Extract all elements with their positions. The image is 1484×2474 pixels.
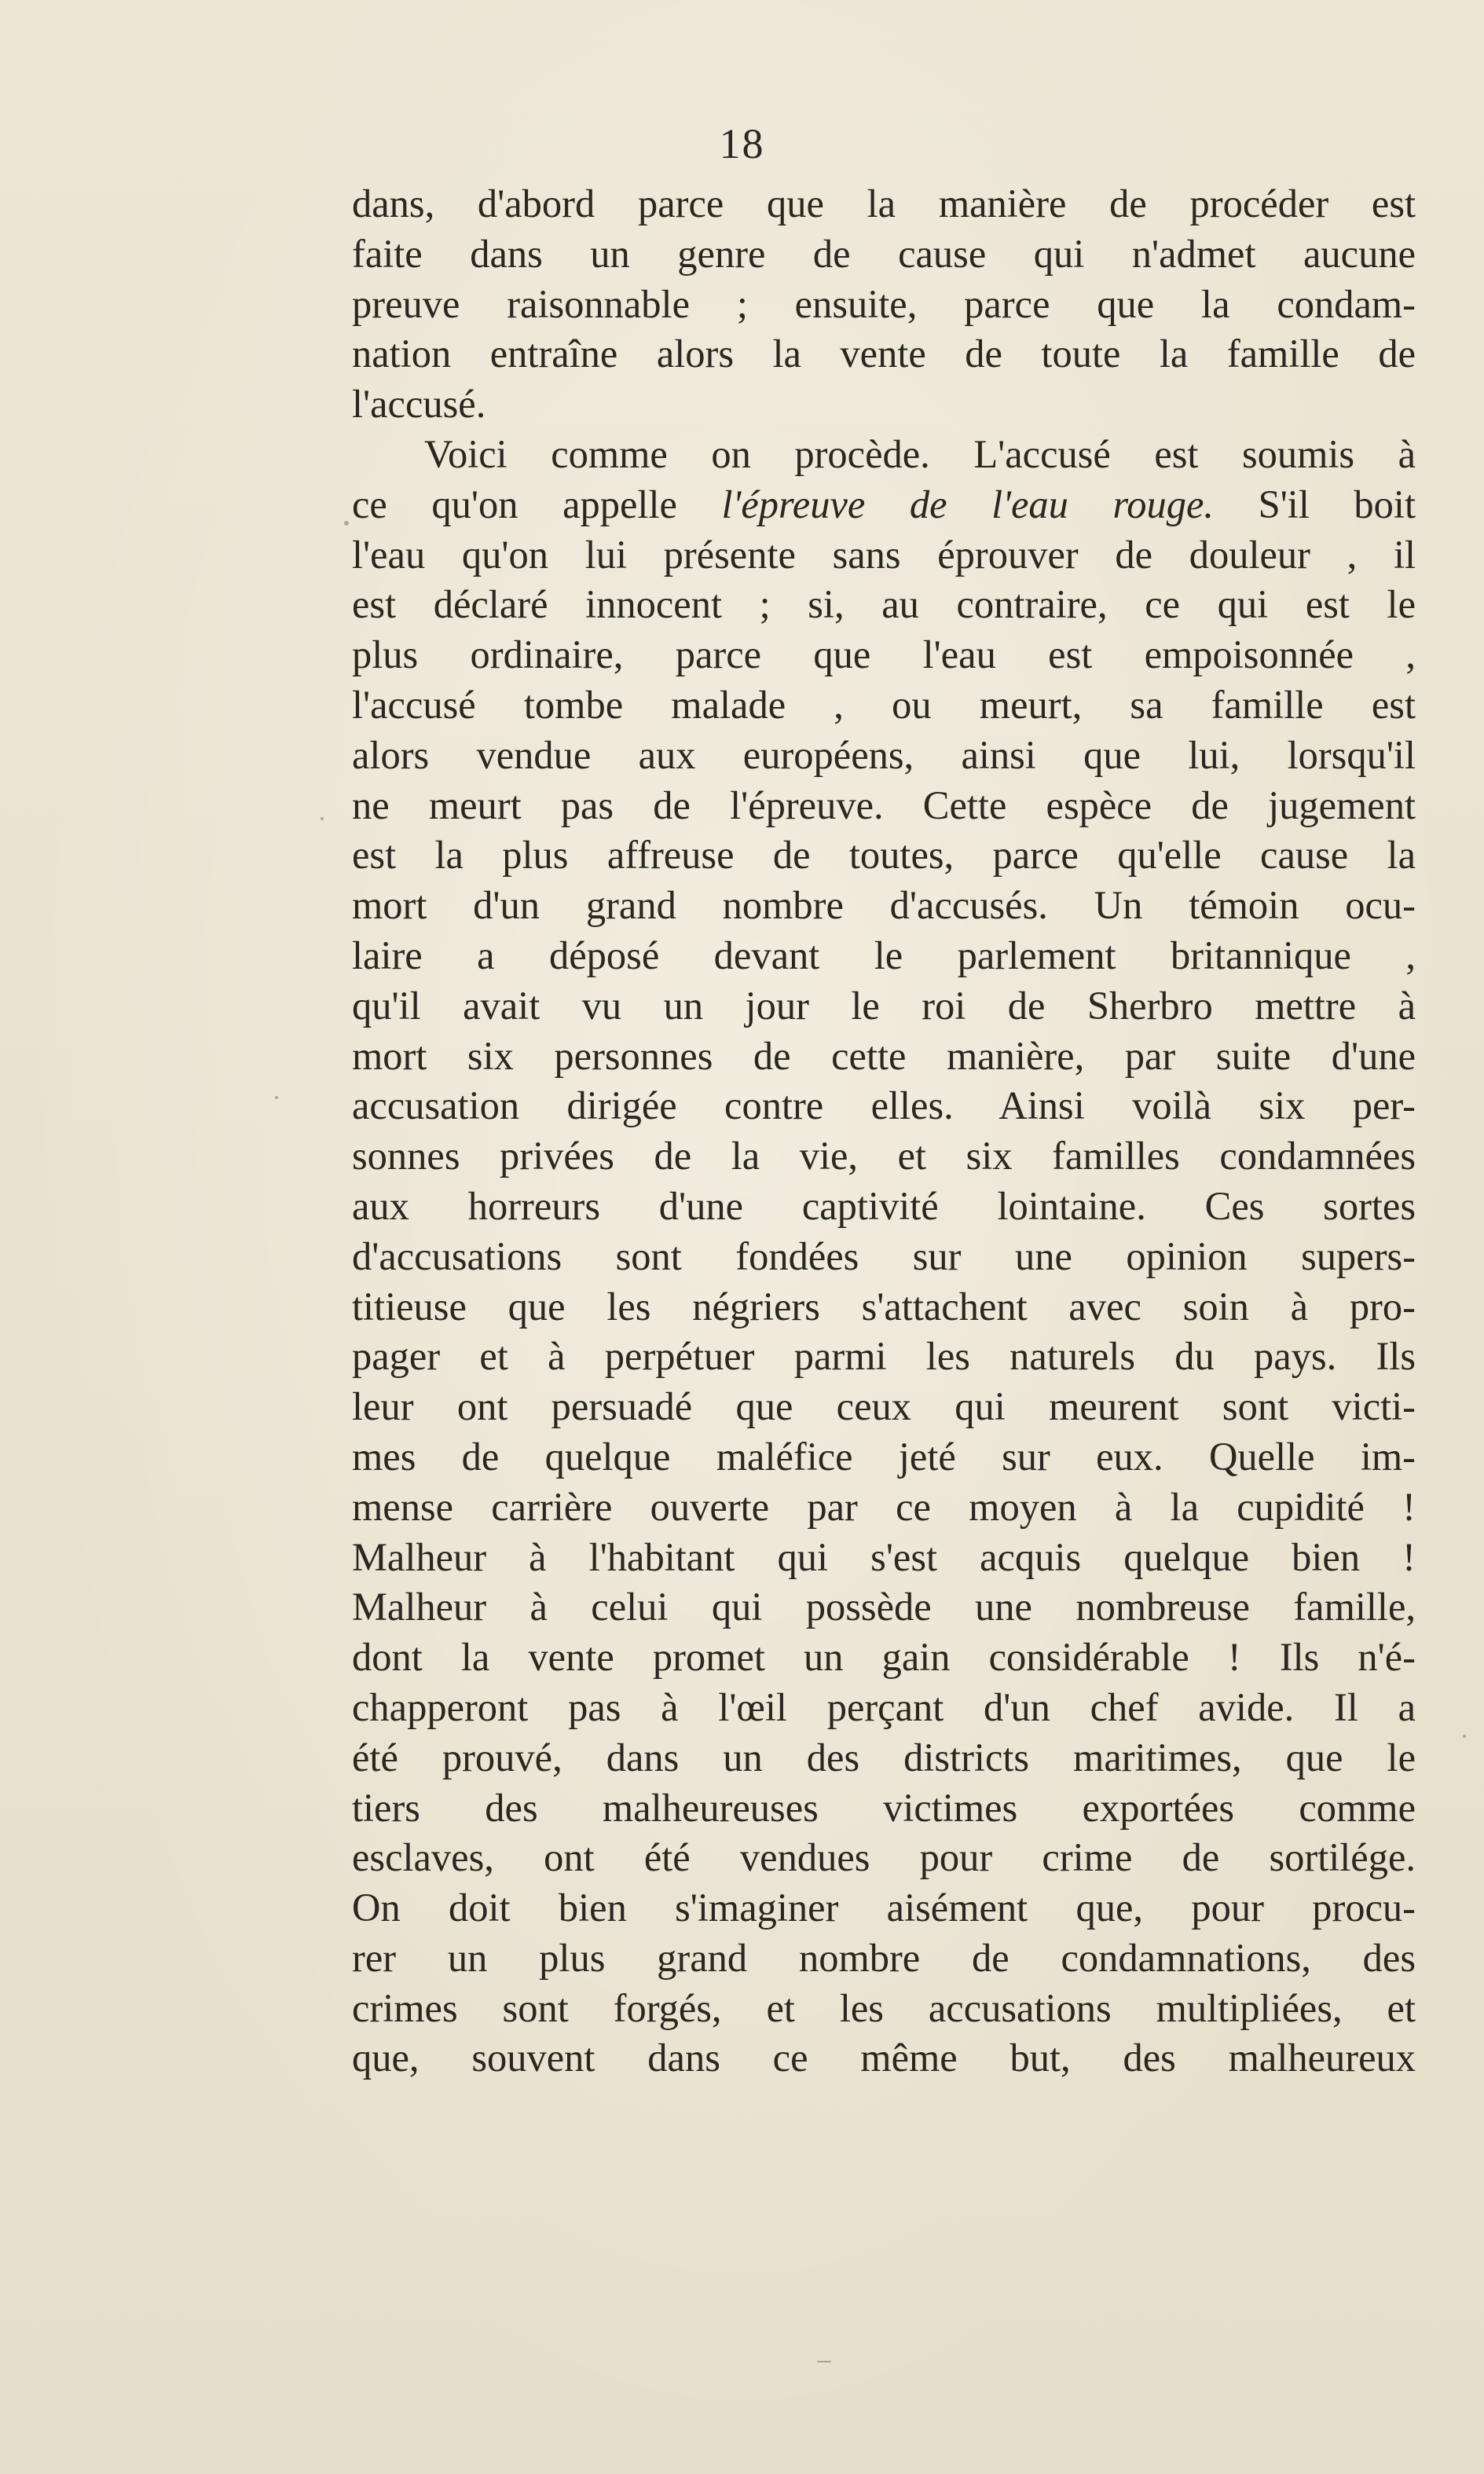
paper-speck bbox=[817, 2361, 831, 2362]
text-line: mense carrière ouverte par ce moyen à la cupidité ! bbox=[352, 1484, 1416, 1529]
text-line: que, souvent dans ce même but, des malheureux bbox=[352, 2036, 1416, 2080]
text-line: d'accusations sont fondées sur une opinion supers- bbox=[352, 1233, 1416, 1278]
italic-phrase: l'épreuve de l'eau rouge. bbox=[721, 482, 1215, 526]
text-line: pager et à perpétuer parmi les naturels du pays. Ils bbox=[352, 1334, 1416, 1379]
text-line: leur ont persuadé que ceux qui meurent sont victi- bbox=[352, 1384, 1416, 1429]
text-line: mort d'un grand nombre d'accusés. Un témoin ocu- bbox=[352, 883, 1416, 928]
text-line: chapperont pas à l'œil perçant d'un chef avide. Il a bbox=[352, 1684, 1416, 1729]
text-line: dont la vente promet un gain considérable ! Ils n'é- bbox=[352, 1635, 1416, 1680]
text-line: l'accusé. bbox=[352, 382, 486, 427]
paper-speck bbox=[321, 817, 324, 820]
text-line: rer un plus grand nombre de condamnations, des bbox=[352, 1935, 1416, 1980]
text-line: mort six personnes de cette manière, par suite d'une bbox=[352, 1033, 1416, 1078]
body-text bbox=[352, 179, 1416, 2135]
text-line: sonnes privées de la vie, et six familles condamnées bbox=[352, 1134, 1416, 1178]
text-line: plus ordinaire, parce que l'eau est empoisonnée , bbox=[352, 632, 1416, 677]
text-line: titieuse que les négriers s'attachent avec soin à pro- bbox=[352, 1284, 1416, 1329]
paper-speck bbox=[1463, 1735, 1466, 1738]
text-line: dans, d'abord parce que la manière de procéder est bbox=[352, 181, 1416, 225]
text-line: est la plus affreuse de toutes, parce qu'elle cause la bbox=[352, 833, 1416, 878]
text-line: accusation dirigée contre elles. Ainsi voilà six per- bbox=[352, 1083, 1416, 1128]
text-line: esclaves, ont été vendues pour crime de sortilége. bbox=[352, 1835, 1416, 1880]
text-line: qu'il avait vu un jour le roi de Sherbro mettre à bbox=[352, 983, 1416, 1028]
text-line: laire a déposé devant le parlement britannique , bbox=[352, 933, 1416, 977]
text-line: Malheur à celui qui possède une nombreuse famille, bbox=[352, 1585, 1416, 1629]
text-line: ne meurt pas de l'épreuve. Cette espèce de jugement bbox=[352, 783, 1416, 827]
text-line: ce qu'on appelle l'épreuve de l'eau rouge. S'il boit bbox=[352, 482, 1416, 526]
text-line: faite dans un genre de cause qui n'admet aucune bbox=[352, 231, 1416, 276]
text-line: On doit bien s'imaginer aisément que, pour procu- bbox=[352, 1886, 1416, 1930]
text-line: été prouvé, dans un des districts maritimes, que le bbox=[352, 1735, 1416, 1779]
paper-speck bbox=[275, 1096, 278, 1099]
paper-speck bbox=[344, 521, 349, 526]
text-line: est déclaré innocent ; si, au contraire, ce qui est le bbox=[352, 582, 1416, 627]
text-line: Malheur à l'habitant qui s'est acquis quelque bien ! bbox=[352, 1534, 1416, 1579]
text-line: tiers des malheureuses victimes exportées comme bbox=[352, 1785, 1416, 1830]
text-line: l'accusé tombe malade , ou meurt, sa famille est bbox=[352, 682, 1416, 727]
text-line: Voici comme on procède. L'accusé est soumis à bbox=[424, 431, 1416, 476]
text-line: nation entraîne alors la vente de toute la famille de bbox=[352, 332, 1416, 376]
text-line: l'eau qu'on lui présente sans éprouver de douleur , il bbox=[352, 532, 1416, 577]
text-line: aux horreurs d'une captivité lointaine. Ces sortes bbox=[352, 1183, 1416, 1228]
text-line: alors vendue aux européens, ainsi que lui, lorsqu'il bbox=[352, 732, 1416, 777]
text-line: crimes sont forgés, et les accusations multipliées, et bbox=[352, 1985, 1416, 2030]
text-line: mes de quelque maléfice jeté sur eux. Quelle im- bbox=[352, 1434, 1416, 1479]
page-number: 18 bbox=[719, 120, 765, 167]
text-line: preuve raisonnable ; ensuite, parce que la condam- bbox=[352, 281, 1416, 326]
